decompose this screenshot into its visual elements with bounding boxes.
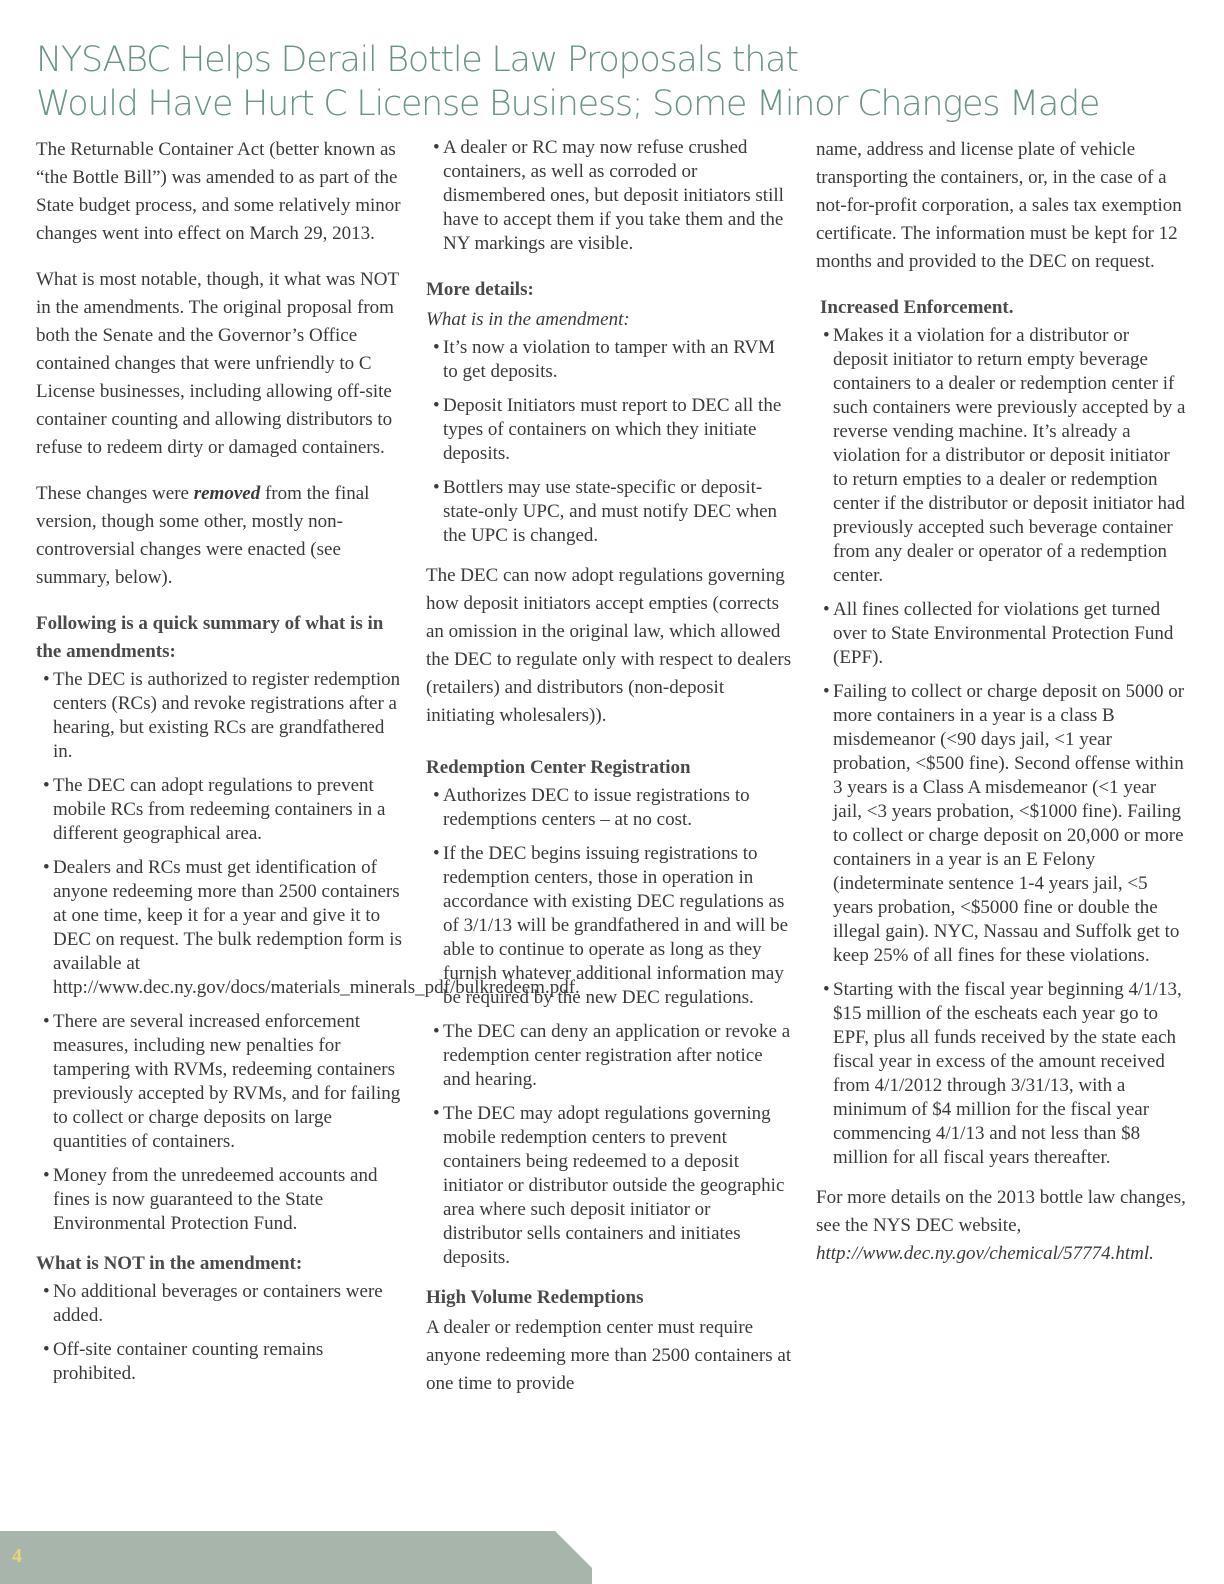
summary-item: • Money from the unredeemed accounts and fines is now guaranteed to the State Environmental Protection Fund. bbox=[36, 1164, 402, 1236]
details-item: • Deposit Initiators must report to DEC all the types of containers on which they initiate deposits. bbox=[426, 394, 792, 466]
in-amendment-subheading: What is in the amendment: bbox=[426, 309, 630, 330]
removed-emphasis: removed bbox=[193, 483, 261, 504]
registration-item: • Authorizes DEC to issue registrations to redemptions centers – at no cost. bbox=[426, 784, 792, 832]
page-number: 4 bbox=[12, 1545, 22, 1567]
not-in-amendment-heading: What is NOT in the amendment: bbox=[36, 1253, 303, 1274]
regulations-paragraph: The DEC can now adopt regulations governing how deposit initiators accept empties (corrects an omission in the original law, which allowed the DEC to regulate only with respect to dealers (retailers) and distributors (non-deposit initiating wholesalers)). bbox=[426, 565, 792, 726]
title-line-2: Would Have Hurt C License Business; Some Minor Changes Made bbox=[36, 84, 1100, 124]
removed-text-pre: These changes were bbox=[36, 483, 194, 504]
enforcement-heading: Increased Enforcement. bbox=[820, 297, 1014, 318]
details-item: • Bottlers may use state-specific or deposit-state-only UPC, and must notify DEC when the UPC is changed. bbox=[426, 476, 792, 548]
dec-website-link[interactable]: http://www.dec.ny.gov/chemical/57774.html. bbox=[816, 1243, 1154, 1264]
enforcement-list bbox=[816, 324, 1188, 1170]
enforcement-item: • Starting with the fiscal year beginning 4/1/13, $15 million of the escheats each year go to EPF, plus all funds received by the state each fiscal year in excess of the amount received from 4/1/2012 through 3/31/13, with a minimum of $4 million for the fiscal year commencing 4/1/13 and not less than $8 million for all fiscal years thereafter. bbox=[816, 978, 1188, 1170]
intro-paragraph: The Returnable Container Act (better known as “the Bottle Bill”) was amended to as part of the State budget process, and some relatively minor changes went into effect on March 29, 2013. bbox=[36, 139, 401, 244]
title-line-1: NYSABC Helps Derail Bottle Law Proposals that bbox=[36, 40, 798, 80]
closing-text: For more details on the 2013 bottle law changes, see the NYS DEC website, bbox=[816, 1187, 1186, 1236]
registration-list bbox=[426, 784, 792, 1270]
summary-item: • The DEC is authorized to register redemption centers (RCs) and revoke registrations after a hearing, but existing RCs are grandfathered in. bbox=[36, 668, 402, 764]
enforcement-item: • All fines collected for violations get turned over to State Environmental Protection Fund (EPF). bbox=[816, 598, 1188, 670]
notable-paragraph: What is most notable, though, it what was NOT in the amendments. The original proposal from both the Senate and the Governor’s Office contained changes that were unfriendly to C License businesses, including allowing off-site container counting and allowing distributors to refuse to redeem dirty or damaged containers. bbox=[36, 269, 399, 458]
page-title bbox=[36, 38, 1196, 126]
not-item: • No additional beverages or containers were added. bbox=[36, 1280, 402, 1328]
summary-item: • Dealers and RCs must get identification of anyone redeeming more than 2500 containers at one time, keep it for a year and give it to DEC on request. The bulk redemption form is available at http://www.dec.ny.gov/docs/materials_minerals_pdf/bulkredeem.pdf. bbox=[36, 856, 402, 1000]
column-3 bbox=[816, 136, 1188, 1286]
not-in-amendment-list bbox=[36, 1280, 402, 1386]
removed-text-post: from the final version, though some other, mostly non-controversial changes were enacted (see summary, below). bbox=[36, 483, 370, 588]
registration-heading: Redemption Center Registration bbox=[426, 757, 691, 778]
not-item: • Off-site container counting remains prohibited. bbox=[36, 1338, 402, 1386]
enforcement-item: • Failing to collect or charge deposit on 5000 or more containers in a year is a class B misdemeanor (<90 days jail, <1 year probation, <$500 fine). Second offense within 3 years is a Class A misdemeanor (<1 year jail, <3 years probation, <$1000 fine). Failing to collect or charge deposit on 20,000 or more containers in a year is an E Felony (indeterminate sentence 1-4 years jail, <5 years probation, <$5000 fine or double the illegal gain). NYC, Nassau and Suffolk get to keep 25% of all fines for these violations. bbox=[816, 680, 1188, 968]
registration-item: • The DEC may adopt regulations governing mobile redemption centers to prevent containers being redeemed to a deposit initiator or distributor outside the geographic area where such deposit initiator or distributor sells containers and initiates deposits. bbox=[426, 1102, 792, 1270]
summary-heading: Following is a quick summary of what is in the amendments: bbox=[36, 613, 384, 662]
summary-item: • The DEC can adopt regulations to prevent mobile RCs from redeeming containers in a different geographical area. bbox=[36, 774, 402, 846]
continued-paragraph: name, address and license plate of vehicle transporting the containers, or, in the case of a not-for-profit corporation, a sales tax exemption certificate. The information must be kept for 12 months and provided to the DEC on request. bbox=[816, 139, 1182, 272]
column-2 bbox=[426, 136, 792, 1416]
more-details-heading: More details: bbox=[426, 279, 534, 300]
details-list bbox=[426, 336, 792, 548]
details-item: • It’s now a violation to tamper with an RVM to get deposits. bbox=[426, 336, 792, 384]
registration-item: • The DEC can deny an application or revoke a redemption center registration after notice and hearing. bbox=[426, 1020, 792, 1092]
summary-item: • There are several increased enforcement measures, including new penalties for tampering with RVMs, redeeming containers previously accepted by RVMs, and for failing to collect or charge deposits on large quantities of containers. bbox=[36, 1010, 402, 1154]
footer-bar bbox=[0, 1531, 592, 1584]
closing-paragraph bbox=[816, 1184, 1188, 1268]
continued-list bbox=[426, 136, 792, 256]
removed-paragraph bbox=[36, 480, 402, 592]
registration-item: • If the DEC begins issuing registrations to redemption centers, those in operation in accordance with existing DEC regulations as of 3/1/13 will be grandfathered in and will be able to continue to operate as long as they furnish whatever additional information may be required by the new DEC regulations. bbox=[426, 842, 792, 1010]
high-volume-heading: High Volume Redemptions bbox=[426, 1287, 644, 1308]
high-volume-paragraph: A dealer or redemption center must require anyone redeeming more than 2500 containers at one time to provide bbox=[426, 1317, 792, 1394]
enforcement-item: • Makes it a violation for a distributor or deposit initiator to return empty beverage containers to a dealer or redemption center if such containers were previously accepted by a reverse vending machine. It’s already a violation for a distributor or deposit initiator to return empties to a dealer or redemption center if the distributor or deposit initiator had previously accepted such beverage container from any dealer or operator of a redemption center. bbox=[816, 324, 1188, 588]
crushed-containers-item: • A dealer or RC may now refuse crushed containers, as well as corroded or dismembered ones, but deposit initiators still have to accept them if you take them and the NY markings are visible. bbox=[426, 136, 792, 256]
